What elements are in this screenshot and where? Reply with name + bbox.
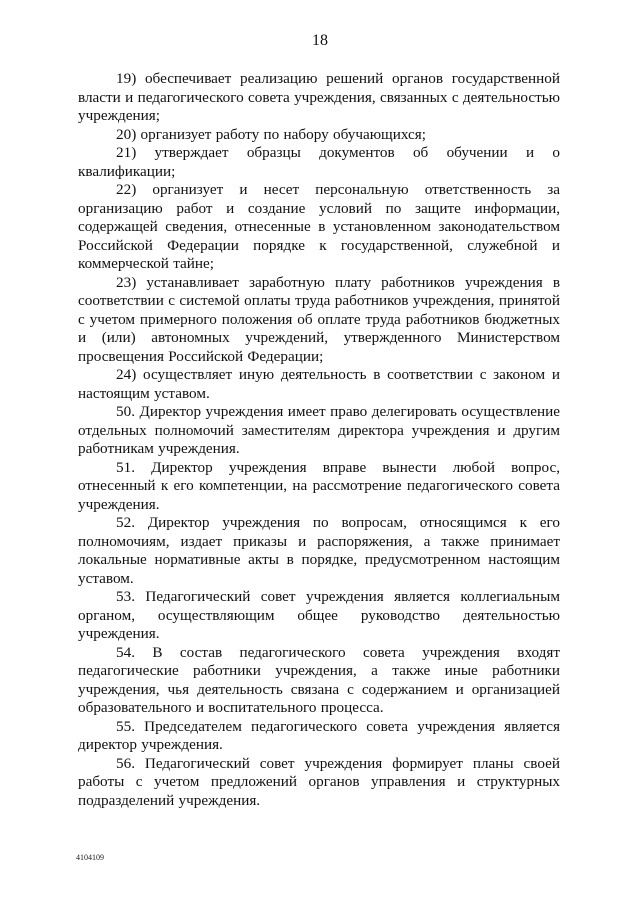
paragraph-item-22: 22) организует и несет персональную ответственность за организацию работ и создание условий по защите информации, содержащей сведения, отнесенные в установленном законодательством Российской Федерации порядке к государственной, служебной и коммерческой тайне;: [78, 181, 560, 272]
paragraph-item-20: 20) организует работу по набору обучающихся;: [116, 125, 426, 143]
paragraph-clause-53: 53. Педагогический совет учреждения является коллегиальным органом, осуществляющим общее руководство деятельностью учреждения.: [78, 588, 560, 642]
paragraph-item-21: 21) утверждает образцы документов об обучении и о квалификации;: [78, 144, 560, 180]
paragraph-clause-52: 52. Директор учреждения по вопросам, относящимся к его полномочиям, издает приказы и распоряжения, а также принимает локальные нормативные акты в порядке, предусмотренном настоящим уставом.: [78, 514, 560, 587]
paragraph-item-19: 19) обеспечивает реализацию решений органов государственной власти и педагогического совета учреждения, связанных с деятельностью учреждения;: [78, 70, 560, 124]
paragraph-item-23: 23) устанавливает заработную плату работников учреждения в соответствии с системой оплаты труда работников учреждения, принятой с учетом примерного положения об оплате труда работников бюджетных и (или) автономных учреждений, утвержденного Министерством просвещения Российской Федерации;: [78, 273, 560, 365]
paragraph-clause-55: 55. Председателем педагогического совета учреждения является директор учреждения.: [78, 717, 560, 753]
page-number: 18: [312, 32, 328, 49]
paragraph-clause-50: 50. Директор учреждения имеет право делегировать осуществление отдельных полномочий заместителям директора учреждения и другим работникам учреждения.: [78, 403, 560, 457]
paragraph-clause-56: 56. Педагогический совет учреждения формирует планы своей работы с учетом предложений органов управления и структурных подразделений учреждения.: [78, 754, 560, 809]
document-body: [78, 70, 560, 810]
footer-document-code: 4104109: [76, 853, 104, 862]
paragraph-clause-54: 54. В состав педагогического совета учреждения входят педагогические работники учреждения, а также иные работники учреждения, чья деятельность связана с содержанием и организацией образовательного и воспитательного процесса.: [78, 643, 560, 716]
paragraph-item-24: 24) осуществляет иную деятельность в соответствии с законом и настоящим уставом.: [78, 366, 560, 402]
paragraph-clause-51: 51. Директор учреждения вправе вынести любой вопрос, отнесенный к его компетенции, на рассмотрение педагогического совета учреждения.: [78, 458, 560, 513]
